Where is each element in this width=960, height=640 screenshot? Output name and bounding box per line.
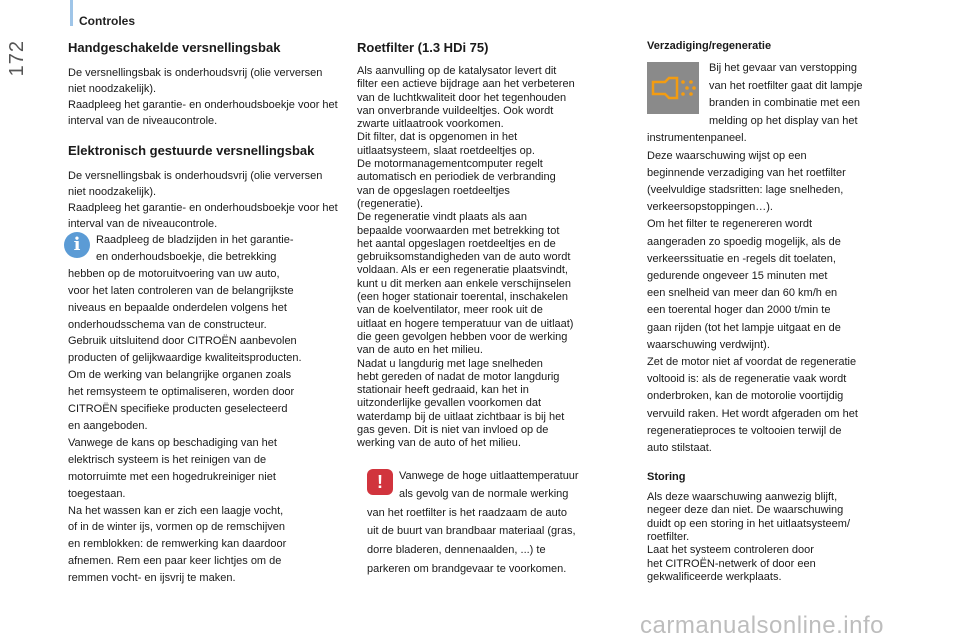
section-title: Controles (79, 14, 136, 28)
text-line: gedurende ongeveer 15 minuten met (647, 269, 828, 282)
text-line: van het roetfilter gaat dit lampje (709, 79, 863, 92)
text-line: voor het laten controleren van de belangrijkste (68, 284, 294, 297)
text-line: producten of gelijkwaardige kwaliteitsproducten. (68, 352, 302, 365)
lamp-note (647, 60, 917, 148)
heading-particle-filter: Roetfilter (1.3 HDi 75) (357, 40, 489, 55)
text-line: gas geven. Dit is niet van invloed op de (357, 424, 549, 437)
storing-text (647, 491, 917, 584)
text-line: Deze waarschuwing wijst op een (647, 149, 807, 162)
text-line: motorruimte met een hogedrukreiniger niet (68, 470, 276, 483)
text-line: Raadpleeg de bladzijden in het garantie- (96, 234, 294, 246)
text-line: aangeraden zo spoedig mogelijk, als de (647, 235, 841, 248)
text-line: Vanwege de hoge uitlaattemperatuur (399, 469, 579, 482)
text-line: en aangeboden. (68, 419, 148, 432)
text-line: gaan rijden (tot het lampje uitgaat en de (647, 321, 841, 334)
text-line: De motormanagementcomputer regelt (357, 158, 543, 171)
particle-filter-text (357, 65, 629, 451)
watermark: carmanualsonline.info (640, 612, 884, 639)
text-line: waterdamp bij de uitlaat zichtbaar is bij het (357, 410, 565, 423)
text-line: De regeneratie vindt plaats als aan (357, 211, 527, 224)
text-line: niveaus en bepaalde onderdelen volgens het (68, 301, 287, 314)
text-line: afnemen. Rem een paar keer lichtjes om de (68, 555, 282, 568)
text-line: en remblokken: de remwerking kan daardoor (68, 538, 287, 551)
text-line: een snelheid van meer dan 60 km/h en (647, 287, 838, 300)
text-line: (een hoger stationair toerental, inschakelen (357, 291, 568, 304)
column-2 (357, 40, 629, 578)
text-line: (veelvuldige stadsritten: lage snelheden, (647, 183, 844, 196)
text-line: Dit filter, dat is opgenomen in het (357, 131, 518, 144)
warning-icon: ! (367, 469, 393, 495)
text-line: het aantal opgeslagen roetdeeltjes en de (357, 237, 556, 250)
text-line: die geen gevolgen hebben voor de werking (357, 330, 568, 343)
text-line: zwarte uitlaatrook voorkomen. (357, 118, 504, 131)
text-line: duidt op een storing in het uitlaatsysteem/ (647, 517, 851, 530)
text-line: het CITROËN-netwerk of door een (647, 557, 816, 570)
text-line: gekwalificeerde werkplaats. (647, 570, 782, 583)
text-line: waarschuwing verdwijnt). (647, 338, 770, 351)
text-line: Nadat u langdurig met lage snelheden (357, 357, 543, 370)
text-line: Als aanvulling op de katalysator levert dit (357, 65, 557, 77)
heading-saturation: Verzadiging/regeneratie (647, 40, 772, 52)
text-line: toegestaan. (68, 487, 126, 500)
particle-filter-warning-lamp-icon (647, 62, 699, 114)
text-line: van onverbrande vuildeeltjes. Ook wordt (357, 104, 554, 117)
text-line: Om de werking van belangrijke organen zoals (68, 369, 292, 382)
text-line: gebruiksomstandigheden van de auto wordt (357, 251, 571, 264)
text-line: een toerental hoger dan 2000 t/min te (647, 304, 831, 317)
text-line: van de koelventilator, meer rook uit de (357, 304, 543, 317)
text-line: het remsysteem te optimaliseren, worden door (68, 386, 295, 399)
text-line: melding op het display van het (709, 114, 858, 127)
text-line: of in de winter ijs, vormen op de remschijven (68, 521, 286, 534)
text-line: van de luchtkwaliteit door het tegenhouden (357, 91, 567, 104)
text-line: en onderhoudsboekje, die betrekking (96, 250, 277, 263)
text-line: elektrisch systeem is het reinigen van de (68, 453, 267, 466)
text-line: Zet de motor niet af voordat de regeneratie (647, 355, 857, 368)
info-icon: i (64, 232, 90, 258)
text-line: Gebruik uitsluitend door CITROËN aanbevolen (68, 335, 297, 348)
text-line: Vanwege de kans op beschadiging van het (68, 436, 277, 449)
text-line: CITROËN specifieke producten geselecteerd (68, 403, 288, 416)
heading-electronic-gearbox: Elektronisch gestuurde versnellingsbak (68, 143, 315, 158)
info-note-text (68, 232, 340, 587)
text-line: filter een actieve bijdrage aan het verbeteren (357, 78, 575, 91)
text-line: verkeersopstoppingen…). (647, 201, 773, 214)
text-line: Als deze waarschuwing aanwezig blijft, (647, 491, 838, 504)
text-line: hebben op de motoruitvoering van uw auto, (68, 267, 280, 280)
text-line: regeneratieproces te voltooien terwijl de (647, 424, 842, 437)
text-line: onderhoudsschema van de constructeur. (68, 318, 267, 331)
text-line: (regeneratie). (357, 197, 424, 210)
warning-note-text (367, 467, 629, 579)
text-line: automatisch en periodiek de verbranding (357, 171, 556, 184)
text-line: Laat het systeem controleren door (647, 544, 814, 557)
text-line: remmen vocht- en ijsvrij te maken. (68, 572, 236, 585)
info-note (68, 232, 340, 587)
text-line: dorre bladeren, dennenaalden, ...) te (367, 543, 546, 556)
heading-manual-gearbox: Handgeschakelde versnellingsbak (68, 40, 281, 55)
text-line: onderbroken, kan de motorolie voortijdig (647, 390, 844, 403)
text-line: voltooid is: als de regeneratie vaak wordt (647, 373, 847, 386)
text-line: werking van de auto of het milieu. (357, 437, 521, 450)
text-line: negeer deze dan niet. De waarschuwing (647, 504, 844, 517)
text-line: hebt gereden of nadat de motor langdurig (357, 370, 560, 383)
text-line: Na het wassen kan er zich een laagje vocht, (68, 504, 284, 517)
text-line: uitlaat en hogere temperatuur van de uitlaat) (357, 317, 574, 330)
text-line: bepaalde voorwaarden met betrekking tot (357, 224, 560, 237)
text-line: uit de buurt van brandbaar materiaal (gras, (367, 525, 576, 538)
text-line: kunt u dit merken aan enkele verschijnselen (357, 277, 572, 290)
column-3 (647, 40, 917, 584)
paragraph: De versnellingsbak is onderhoudsvrij (olie verversen niet noodzakelijk). (68, 170, 323, 198)
paragraph: Raadpleeg het garantie- en onderhoudsboekje voor het interval van de niveaucontrole. (68, 202, 338, 230)
warning-note (357, 467, 629, 579)
text-line: vervuild raken. Het wordt afgeraden om het (647, 407, 858, 420)
paragraph: Raadpleeg het garantie- en onderhoudsboekje voor het interval van de niveaucontrole. (68, 99, 338, 127)
text-line: beginnende verzadiging van het roetfilter (647, 166, 846, 179)
text-line: als gevolg van de normale werking (399, 488, 569, 501)
text-line: verkeerssituatie en -regels dit toelaten, (647, 252, 836, 265)
text-line: auto stilstaat. (647, 441, 712, 454)
text-line: van het roetfilter is het raadzaam de auto (367, 506, 567, 519)
text-line: uitlaatsysteem, slaat roetdeeltjes op. (357, 144, 535, 157)
heading-storing: Storing (647, 471, 686, 484)
page-number: 172 (6, 40, 28, 77)
text-line: instrumentenpaneel. (647, 132, 747, 144)
regeneration-text (647, 148, 917, 458)
text-line: Bij het gevaar van verstopping (709, 62, 857, 74)
header-accent-bar (70, 0, 73, 26)
text-line: parkeren om brandgevaar te voorkomen. (367, 562, 567, 575)
text-line: Om het filter te regenereren wordt (647, 218, 813, 231)
text-line: voldaan. Als er een regeneratie plaatsvindt, (357, 264, 568, 277)
paragraph: De versnellingsbak is onderhoudsvrij (olie verversen niet noodzakelijk). (68, 67, 323, 95)
text-line: van de opgeslagen roetdeeltjes (357, 184, 510, 197)
text-line: stationair heeft gedraaid, kan het in (357, 384, 529, 397)
text-line: branden in combinatie met een (709, 97, 861, 109)
text-line: van de auto en het milieu. (357, 344, 483, 357)
column-1 (68, 40, 340, 587)
text-line: uitzonderlijke gevallen voorkomen dat (357, 397, 542, 410)
text-line: roetfilter. (647, 531, 690, 544)
